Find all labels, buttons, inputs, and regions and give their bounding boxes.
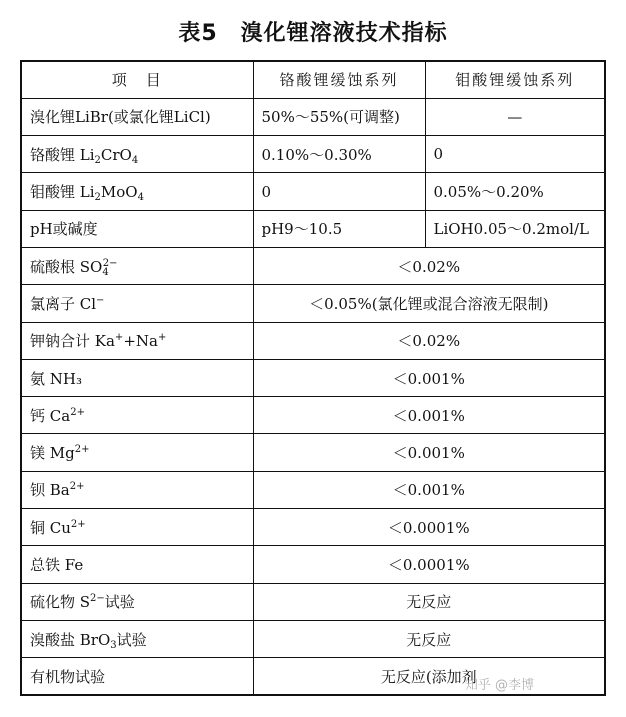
header-chromate-series: 铬酸锂缓蚀系列 (253, 61, 425, 98)
label-sub: 2 (94, 192, 101, 204)
row-value-shared: ＜0.001% (253, 359, 605, 396)
label-sup: 2+ (70, 406, 85, 418)
row-value-shared: ＜0.001% (253, 434, 605, 471)
row-label (21, 322, 253, 359)
header-item: 项 目 (21, 61, 253, 98)
label-sup: 2+ (70, 518, 86, 530)
technical-index-table (20, 60, 606, 696)
row-value-shared: ＜0.0001% (253, 509, 605, 546)
label-text: 硫化物 S (30, 593, 91, 612)
label-sub: 3 (110, 639, 117, 651)
table-row (21, 397, 605, 434)
label-text: 钙 Ca (30, 406, 71, 425)
label-text: 钾钠合计 Ka (30, 332, 115, 351)
row-label (21, 247, 253, 284)
row-label (21, 509, 253, 546)
row-value-molybdate: LiOH0.05～0.2mol/L (425, 210, 605, 247)
row-value-shared: 无反应 (253, 583, 605, 620)
table-row (21, 322, 605, 359)
row-label (21, 173, 253, 210)
label-sub: 4 (131, 154, 139, 166)
label-text: 钡 Ba (30, 481, 70, 500)
label-sub: 2 (94, 154, 101, 166)
row-label (21, 285, 253, 322)
label-text: 铜 Cu (30, 518, 71, 537)
label-sup: + (114, 332, 124, 344)
row-value-chromate: pH9～10.5 (253, 210, 425, 247)
label-text: 铬酸锂 Li (30, 145, 95, 164)
table-header-row (21, 61, 605, 98)
table-row (21, 136, 605, 173)
row-label (21, 471, 253, 508)
table-row (21, 359, 605, 396)
row-label (21, 136, 253, 173)
label-sub: 4 (137, 192, 144, 204)
table-row (21, 210, 605, 247)
table-row (21, 620, 605, 657)
label-sup: + (157, 332, 167, 344)
label-sup: 2− (102, 257, 118, 269)
label-text: 试验 (116, 630, 147, 649)
row-value-shared: 无反应 (253, 620, 605, 657)
label-sup: 2+ (74, 444, 90, 456)
row-label: 总铁 Fe (21, 546, 253, 583)
row-value-shared: ＜0.0001% (253, 546, 605, 583)
table-row (21, 247, 605, 284)
row-value-molybdate: — (425, 98, 605, 135)
row-value-shared: ＜0.001% (253, 471, 605, 508)
label-text: 溴酸盐 BrO (30, 630, 111, 649)
label-sup: − (96, 294, 105, 306)
table-row (21, 583, 605, 620)
row-value-chromate: 50%～55%(可调整) (253, 98, 425, 135)
table-row (21, 285, 605, 322)
label-sup: 2− (90, 593, 105, 605)
label-text: CrO (100, 145, 132, 164)
table-row (21, 546, 605, 583)
row-value-chromate: 0 (253, 173, 425, 210)
row-value-shared: ＜0.02% (253, 247, 605, 284)
row-value-shared: ＜0.02% (253, 322, 605, 359)
row-label: 溴化锂LiBr(或氯化锂LiCl) (21, 98, 253, 135)
label-sub: 4 (102, 266, 109, 278)
page-title: 表5 溴化锂溶液技术指标 (178, 21, 448, 46)
row-value-shared: ＜0.05%(氯化锂或混合溶液无限制) (253, 285, 605, 322)
row-value-shared: ＜0.001% (253, 397, 605, 434)
row-label (21, 583, 253, 620)
label-text: 钼酸锂 Li (30, 183, 95, 202)
row-value-chromate: 0.10%～0.30% (253, 136, 425, 173)
label-text: MoO (100, 183, 138, 202)
table-row (21, 471, 605, 508)
row-label: 有机物试验 (21, 658, 253, 695)
table-row (21, 434, 605, 471)
watermark: 知乎 @李博 (464, 678, 534, 693)
table-row (21, 509, 605, 546)
row-label (21, 620, 253, 657)
table-row (21, 98, 605, 135)
row-value-molybdate: 0 (425, 136, 605, 173)
label-text: 硫酸根 SO (30, 257, 103, 276)
label-text: +Na (123, 332, 158, 351)
row-label: 氨 NH₃ (21, 359, 253, 396)
label-sup: 2+ (69, 481, 85, 493)
header-molybdate-series: 钼酸锂缓蚀系列 (425, 61, 605, 98)
label-text: 氯离子 Cl (30, 294, 97, 313)
row-value-molybdate: 0.05%～0.20% (425, 173, 605, 210)
row-label: pH或碱度 (21, 210, 253, 247)
label-text: 镁 Mg (30, 444, 75, 463)
label-text: 试验 (104, 593, 135, 612)
row-label (21, 397, 253, 434)
row-label (21, 434, 253, 471)
table-row (21, 173, 605, 210)
row-value-shared: 无反应(添加剂 (253, 658, 605, 695)
